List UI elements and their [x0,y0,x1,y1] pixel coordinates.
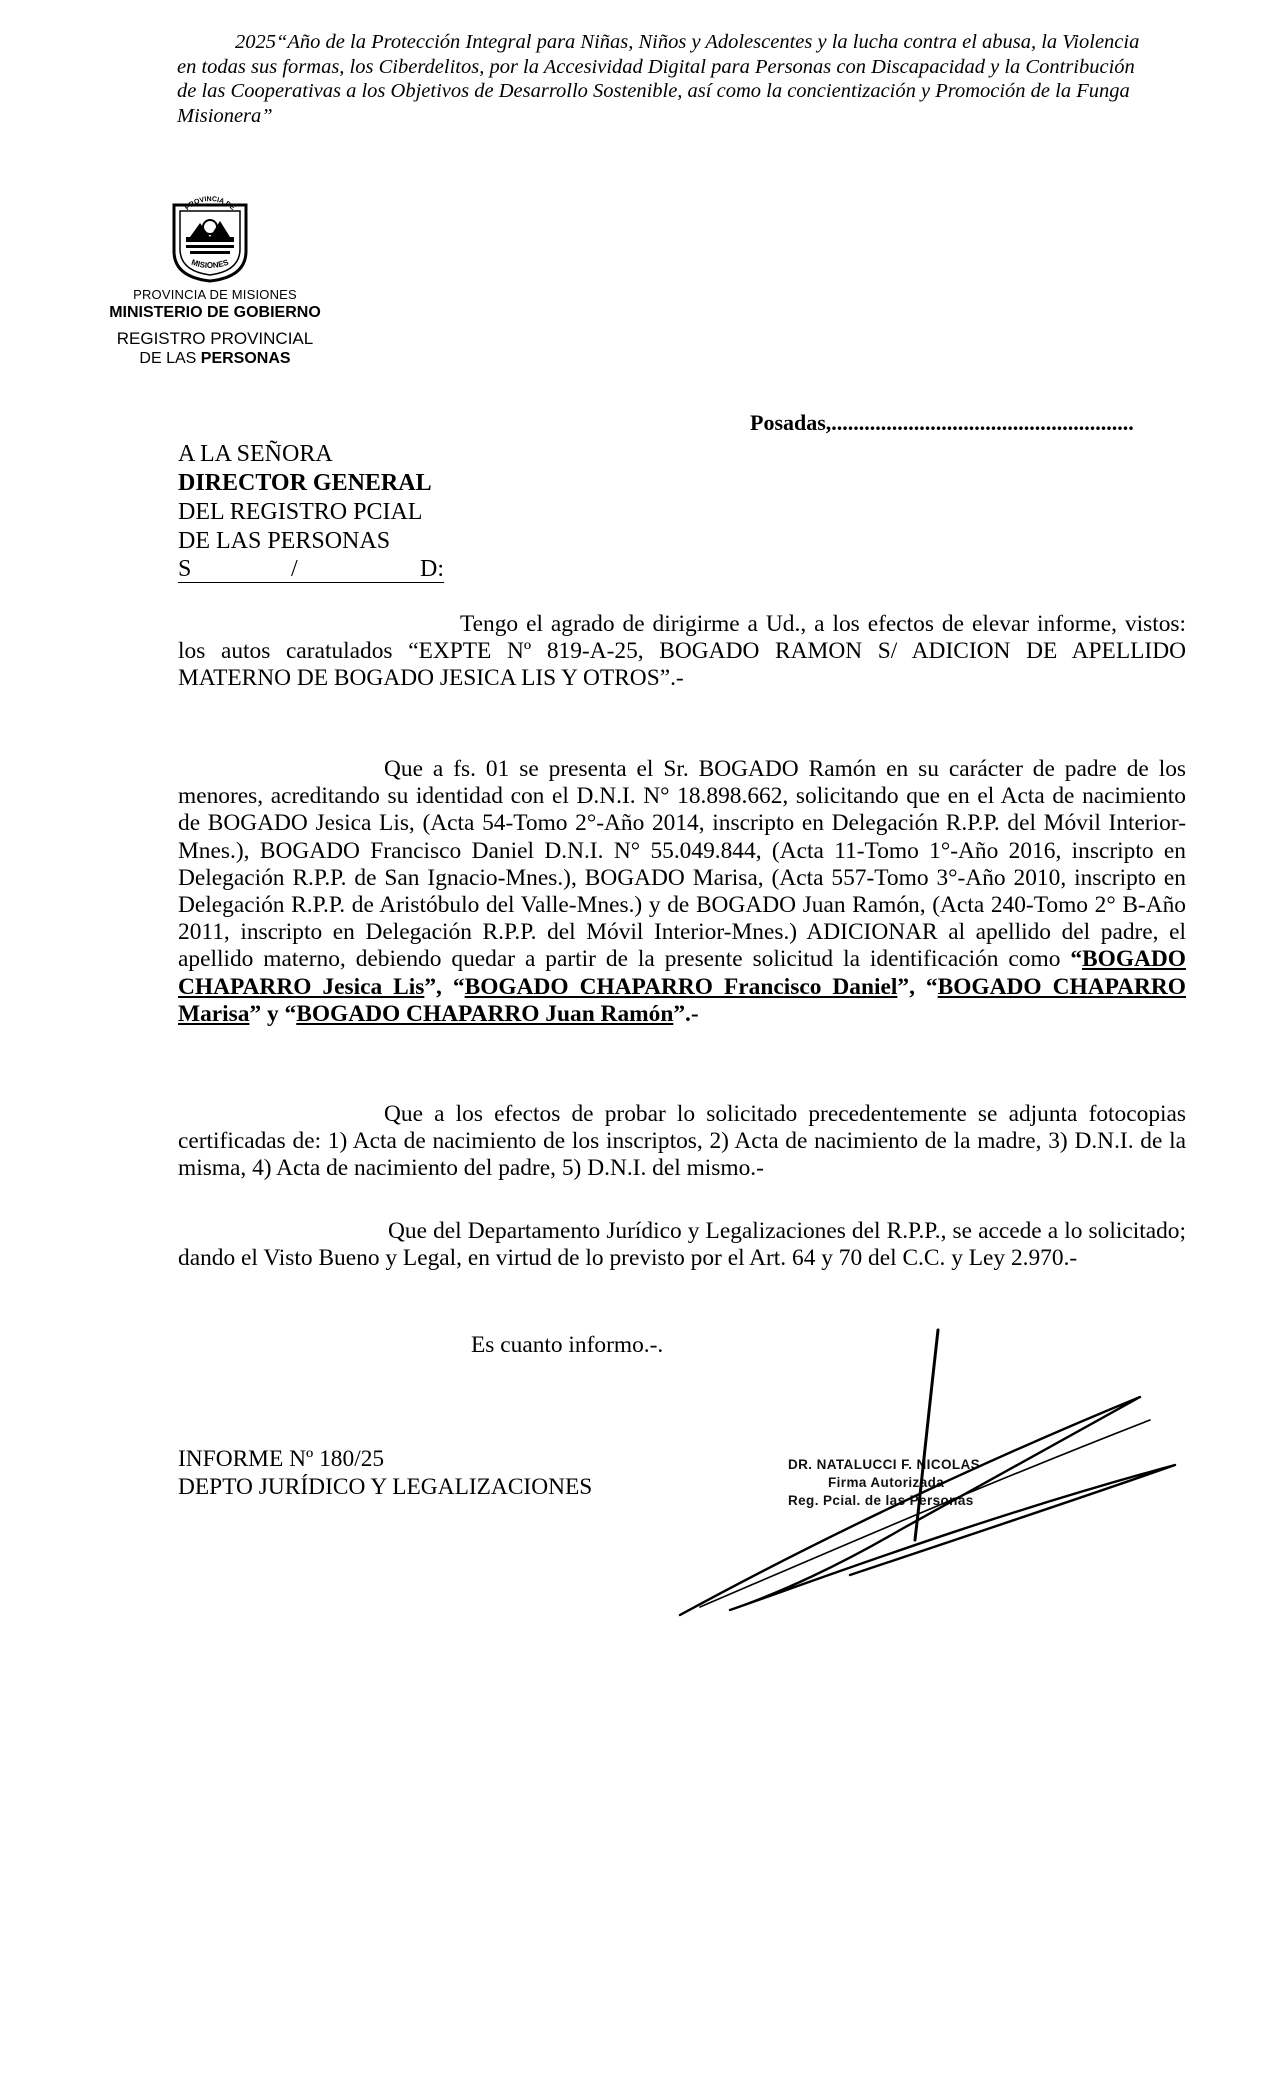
quote-close: ”.- [673,1000,699,1027]
paragraph-1 [178,611,1186,693]
org-registry-sub-bold: PERSONAS [200,350,291,367]
sd-s: S [178,556,192,582]
su-despacho-line [178,556,444,583]
motto-line-2: en todas sus formas, los Ciberdelitos, por la Accesividad Digital para Personas con Discapacidad y la Contribución [177,55,1135,78]
place-date: Posadas,....................................................... [750,410,1134,435]
sd-d: D: [420,556,444,582]
paragraph-3 [178,1101,1186,1183]
stamp-line-3: Reg. Pcial. de las Personas [788,1493,974,1508]
organization-block [60,287,370,368]
name-2: BOGADO CHAPARRO Francisco Daniel [464,973,898,1000]
org-registry: REGISTRO PROVINCIAL [116,329,314,348]
paragraph-1-text: Tengo el agrado de dirigirme a Ud., a los efectos de elevar informe, vistos: los autos caratulados “EXPTE Nº 819-A-25, BOGADO RAMON S/ ADICION DE APELLIDO MATERNO DE BOGADO JESICA LIS Y OTROS”.- [178,611,1186,692]
handwritten-signature-icon [670,1325,1190,1625]
addressee-line-1: A LA SEÑORA [178,441,333,467]
motto-line-4: Misionera” [177,104,273,127]
paragraph-2 [178,756,1186,1028]
paragraph-2-text: Que a fs. 01 se presenta el Sr. BOGADO Ramón en su carácter de padre de los menores, acreditando su identidad con el D.N.I. N° 18.898.662, solicitando que en el Acta de nacimiento de BOGADO Jesica Lis, (Acta 54-Tomo 2°-Año 2014, inscripto en Delegación R.P.P. del Móvil Interior-Mnes.), BOGADO Francisco Daniel D.N.I. N° 55.049.844, (Acta 11-Tomo 1°-Año 2016, inscripto en Delegación R.P.P. de San Ignacio-Mnes.), BOGADO Marisa, (Acta 557-Tomo 3°-Año 2010, inscripto en Delegación R.P.P. de Aristóbulo del Valle-Mnes.) y de BOGADO Juan Ramón, (Acta 240-Tomo 2° B-Año 2011, inscripto en Delegación R.P.P. del Móvil Interior-Mnes.) ADICIONAR al apellido del padre, el apellido materno, debiendo quedar a partir de la presente solicitud la identificación como [178,756,1186,973]
org-registry-sub [60,349,370,368]
motto-line-1: 2025“Año de la Protección Integral para Niñas, Niños y Adolescentes y la lucha contra el abusa, la Violencia [235,31,1140,53]
name-4: BOGADO CHAPARRO Juan Ramón [296,1000,674,1027]
seal-top-text: PROVINCIA DE [183,195,237,212]
name-3: BOGADO CHAPARRO Marisa [178,973,1187,1027]
addressee-line-3: DEL REGISTRO PCIAL [178,499,423,525]
motto-line-3: de las Cooperativas a los Objetivos de Desarrollo Sostenible, así como la concientización y Promoción de la Funga [177,80,1130,102]
provincial-seal-icon [166,193,254,283]
paragraph-4-text: Que del Departamento Jurídico y Legalizaciones del R.P.P., se accede a lo solicitado; dando el Visto Bueno y Legal, en virtud de lo previsto por el Art. 64 y 70 del C.C. y Ley 2.970.- [178,1218,1186,1272]
stamp-line-1: DR. NATALUCCI F. NICOLAS [788,1457,981,1472]
quote-sep-1: ”, “ [424,973,465,1000]
closing-text: Es cuanto informo.-. [471,1332,664,1358]
stamp-line-2: Firma Autorizada [828,1475,945,1490]
org-ministry: MINISTERIO DE GOBIERNO [109,304,321,321]
addressee-line-4: DE LAS PERSONAS [178,528,391,554]
addressee-line-2: DIRECTOR GENERAL [178,470,432,496]
seal-bottom-text: MISIONES [190,257,230,271]
org-registry-sub-prefix: DE LAS [139,350,197,367]
quote-sep-3: ” y “ [249,1000,297,1027]
quote-open: “ [1070,946,1083,973]
report-block [178,1445,592,1501]
quote-sep-2: ”, “ [897,973,938,1000]
paragraph-4 [178,1218,1186,1272]
addressee-block [178,440,432,556]
report-number: INFORME Nº 180/25 [178,1446,385,1472]
header-motto [177,30,1177,128]
name-1: BOGADO CHAPARRO Jesica Lis [178,946,1186,1000]
paragraph-3-text: Que a los efectos de probar lo solicitado precedentemente se adjunta fotocopias certificadas de: 1) Acta de nacimiento de los inscriptos, 2) Acta de nacimiento de la madre, 3) D.N.I. de la misma, 4) Acta de nacimiento del padre, 5) D.N.I. del mismo.- [178,1101,1186,1182]
report-department: DEPTO JURÍDICO Y LEGALIZACIONES [178,1474,593,1500]
svg-text:MISIONES [190,258,230,270]
sd-slash: / [291,556,298,582]
org-province: PROVINCIA DE MISIONES [133,287,297,302]
